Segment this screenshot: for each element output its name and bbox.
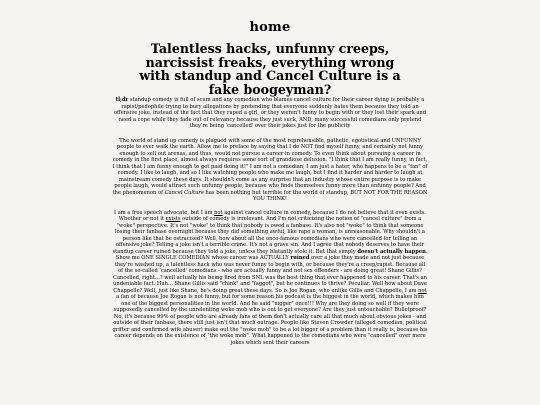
text-run: has been nothing but terrible for the world of standup, BUT NOT FOR THE REASON YOU THINK! — [203, 189, 428, 202]
tldr-text: standup comedy is full of scum and any comedian who blames cancel culture for their career dying is probably a rapist/pedophile trying to bury allegations by pretending that everyone suddenly hates them because they told an offensive joke, instead of the fact that they raped a girl, or they weren't funny to begin with or they lost their spark and need a cope while they fade out of relevancy because they just suck, AND, many successful comedians only pretend they're being 'cancelled' over their jokes just for the publicity — [113, 97, 427, 129]
text-run: The world of stand up comedy is plagued with some of the most reprehensible, pathetic, egotistical and UNFUNNY people to ever walk the earth. Allow me to preface by saying that I do NOT find myself funny, and certainly not funny enough to sell out arenas, and thus, would not pursue a career in comedy. To even think about pursuing a career in comedy in the first place, almost always requires some sort of grandiose delusion. "I think that I am really funny, in fact, I think that I am funny enough to get paid doing it!" I am not a comedian, I am just a hater, who happens to be a "fan" of comedy. I like to laugh, and so I like watching people who make me laugh, but I find it harder and harder to laugh at mainstream comedy these days. It shouldn't come as any surprise that an industry whose entire purpose is to make people laugh, would attract such unfunny people, because who finds themselves funny more than unfunny people? And the phenomenon of — [112, 137, 428, 196]
text-run: outside of comedy is irrelevant. And I'm not criticizing the notion of "cancel culture" from a "woke" perspective. It's not "woke" to think that nobody is owed a fanbase. It's also not "woke" to think that someone losing their fanbase overnight because they did something awful, like rape a woman, is unreasonable. Why shouldn't a person like that be ostracised? Well, how about all the once-famous comedians who were cancelled for telling an offensive joke? Telling a joke isn't a terrible crime. It's not a grave sin. And I agree that nobody deserves to have their standup career ruined because they told a joke, unless they blatantly stole it. But that simply — [112, 216, 425, 255]
text-run: . Show me ONE SINGLE COMEDIAN whose career was ACTUALLY — [115, 248, 428, 261]
body-paragraph-1 — [112, 138, 428, 203]
bold-text: ruined — [290, 255, 310, 261]
tldr-label: tl;dr — [115, 97, 129, 103]
text-run: against cancel culture in comedy, because I do not believe that it even exists. Whether or not it — [118, 209, 426, 222]
text-run: over a joke they made and not just because they're washed up, a talentless hack who was never funny to begin with, or because they're a creep/rapist. Because all of the so-called 'cancelled' comedians - who are actually funny and not sex offenders - are doing great! Shane Gillis? Cancelled, right...? well actually his being fired from SNL was the best thing that ever happened to his career. That's an undeniable fact. Huh... Shane Gillis said "chink" and "faggot", but he continues to thrive? Peculiar. Well how about Dave Chappelle? Well, just like Shane, he's doing great these days. So is Joe Rogan, who unlike Gillis and Chappelle, I am — [113, 255, 427, 294]
body-paragraph-2 — [112, 210, 428, 347]
text-run: a fan of because Joe Rogan is not funny, but for some reason his podcast is the biggest in the world, which makes him one of the biggest personalities in the world. And he said "nigger" once!!! Why are they doing so well if they were supposedly cancelled by the unrelenting woke mob who is out to get everyone? Are they just untouchable? Bulletproof? No, it's because 99% of people who are already fans of them don't actually care all that much about obvious jokes - and outside of their fanbase, there still just isn't that much outrage. People like Steven Crowder (alleged comedian, political grifter and confirmed wife abuser) make out the "woke mob" to be a lot bigger of a problem than it really is, because his career depends on the existence of "the woke mob". What happened to the comedians who were "cancelled" over mere jokes which sent their careers — [112, 294, 428, 346]
underlined-text: not — [418, 287, 427, 294]
underlined-text: not — [214, 209, 223, 216]
cancel-culture-italic: Cancel Culture — [164, 189, 204, 196]
tldr-paragraph — [112, 97, 428, 130]
article-body — [112, 97, 428, 346]
text-run: I am a free speech advocate, but I am — [114, 209, 215, 216]
article-title: Talentless hacks, unfunny creeps, narcissist freaks, everything wrong with standup and Cancel Culture is a fake boogeyman? — [139, 41, 401, 97]
underlined-text: exists — [165, 216, 181, 222]
home-link[interactable]: home — [249, 20, 291, 35]
top-nav — [0, 20, 540, 35]
bold-text: doesn't actually happen — [357, 248, 426, 255]
